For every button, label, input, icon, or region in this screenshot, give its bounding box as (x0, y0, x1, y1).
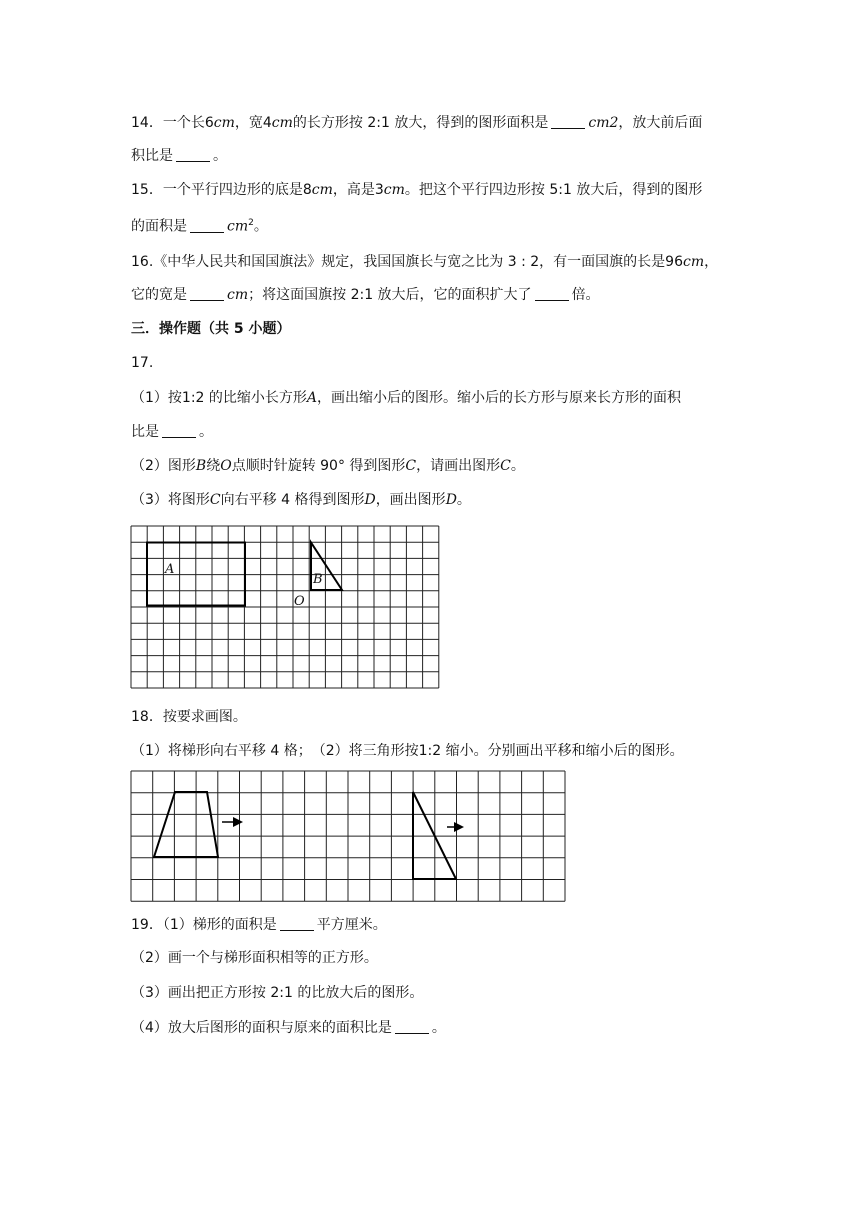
q17-text: 。 (510, 458, 525, 474)
q18-instruction: （1）将梯形向右平移 4 格； （2）将三角形按1:2 缩小。分别画出平移和缩小后的图形。 (131, 743, 684, 759)
trapezoid (154, 792, 218, 857)
q15-text: 。把这个平行四边形按 5:1 放大后，得到的图形 (404, 182, 703, 198)
q14-unit: cm2 (588, 115, 619, 131)
answer-blank[interactable] (176, 147, 210, 162)
q15-text: 的面积是 (131, 218, 187, 235)
q17-text: 绕 (206, 458, 221, 474)
q14-width: 4 (262, 115, 272, 131)
q15-unit: cm (383, 182, 405, 198)
label-a: A (165, 562, 175, 577)
q17-var: C (209, 492, 221, 508)
q19-text: （4）放大后图形的面积与原来的面积比是 (131, 1020, 392, 1036)
q16-line1 (131, 252, 718, 272)
answer-blank[interactable] (162, 423, 196, 438)
q17-text: ，画出图形 (375, 492, 446, 508)
q17-text: （1）按1:2 的比缩小长方形 (131, 390, 307, 406)
q19-part3: （3）画出把正方形按 2:1 的比放大后的图形。 (131, 985, 424, 1001)
q16-text: 16.《中华人民共和国国旗法》规定，我国国旗长与宽之比为 3 : 2，有一面国旗的长是 (131, 254, 666, 270)
q19-text: 19．（1）梯形的面积是 (131, 917, 277, 933)
q16-unit: cm (682, 254, 705, 270)
q17-text: （2）图形 (131, 458, 196, 474)
q15-line1 (131, 180, 702, 200)
q14-line1 (131, 113, 702, 133)
answer-blank[interactable] (190, 286, 224, 301)
q17-var: O (220, 458, 232, 474)
q15-unit: cm (227, 218, 249, 235)
q17-var: B (195, 458, 207, 474)
q17-var: D (364, 492, 376, 508)
q18-grid-figure (130, 770, 568, 902)
q17-var: C (405, 458, 417, 474)
q17-number: 17. (131, 355, 154, 371)
q19-part2: （2）画一个与梯形面积相等的正方形。 (131, 950, 378, 966)
q16-text: 倍。 (571, 287, 600, 303)
q19-text: 平方厘米。 (316, 917, 387, 933)
q19-text: 。 (431, 1020, 446, 1036)
answer-blank[interactable] (551, 114, 585, 129)
q17-text: 点顺时针旋转 90° 得到图形 (231, 458, 406, 474)
q14-text: 积比是 (131, 148, 173, 164)
answer-blank[interactable] (395, 1019, 429, 1034)
q14-text: 的长方形按 2:1 放大，得到的图形面积是 (292, 115, 549, 131)
q15-base: 8 (302, 182, 312, 198)
q17-text: 。 (456, 492, 471, 508)
q14-length: 6 (204, 115, 214, 131)
section-title: 三．操作题（共 5 小题） (131, 321, 291, 337)
q17-text: ，画出缩小后的图形。缩小后的长方形与原来长方形的面积 (317, 390, 682, 406)
q15-text: 。 (253, 218, 268, 235)
q17-text: （3）将图形 (131, 492, 210, 508)
q15-text: 15．一个平行四边形的底是 (131, 182, 303, 198)
label-b: B (313, 572, 323, 587)
q16-text: ， (704, 254, 719, 270)
q17-part3 (131, 490, 471, 510)
q15-text: ，高是 (332, 182, 375, 198)
q17-part1-line1 (131, 388, 681, 408)
answer-blank[interactable] (190, 218, 224, 233)
q14-text: ，放大前后面 (618, 115, 703, 131)
q17-part1-line2 (131, 422, 213, 442)
q15-line2 (131, 213, 268, 237)
q15-height: 3 (374, 182, 384, 198)
q19-part1 (131, 915, 387, 935)
q16-text: ；将这面国旗按 2:1 放大后，它的面积扩大了 (248, 287, 532, 303)
q14-line2 (131, 146, 227, 166)
q16-length: 96 (665, 254, 683, 270)
q15-unit: cm (311, 182, 333, 198)
q14-unit: cm (271, 115, 293, 131)
q17-text: 。 (199, 424, 213, 440)
q14-text: ，宽 (234, 115, 263, 131)
q17-var: D (445, 492, 457, 508)
q14-unit: cm (213, 115, 235, 131)
q17-var: A (306, 390, 318, 406)
q17-grid-figure (130, 525, 444, 691)
q17-text: ，请画出图形 (416, 458, 501, 474)
q17-text: 比是 (131, 424, 159, 440)
q17-grid-lines (131, 526, 439, 688)
q16-line2 (131, 285, 600, 305)
q16-unit: cm (227, 287, 249, 303)
q16-text: 它的宽是 (131, 287, 187, 303)
q17-text: 向右平移 4 格得到图形 (220, 492, 365, 508)
q14-text: 14．一个长 (131, 115, 205, 131)
q15-superscript: 2 (248, 218, 254, 228)
q18-title: 18．按要求画图。 (131, 709, 247, 725)
arrow-right-icon (447, 822, 464, 832)
q17-part2 (131, 456, 525, 476)
answer-blank[interactable] (535, 286, 569, 301)
answer-blank[interactable] (280, 916, 314, 931)
q17-var: C (500, 458, 511, 474)
q19-part4 (131, 1018, 446, 1038)
label-o: O (294, 594, 305, 609)
q14-text: 。 (213, 148, 227, 164)
q18-grid-lines (131, 771, 565, 901)
